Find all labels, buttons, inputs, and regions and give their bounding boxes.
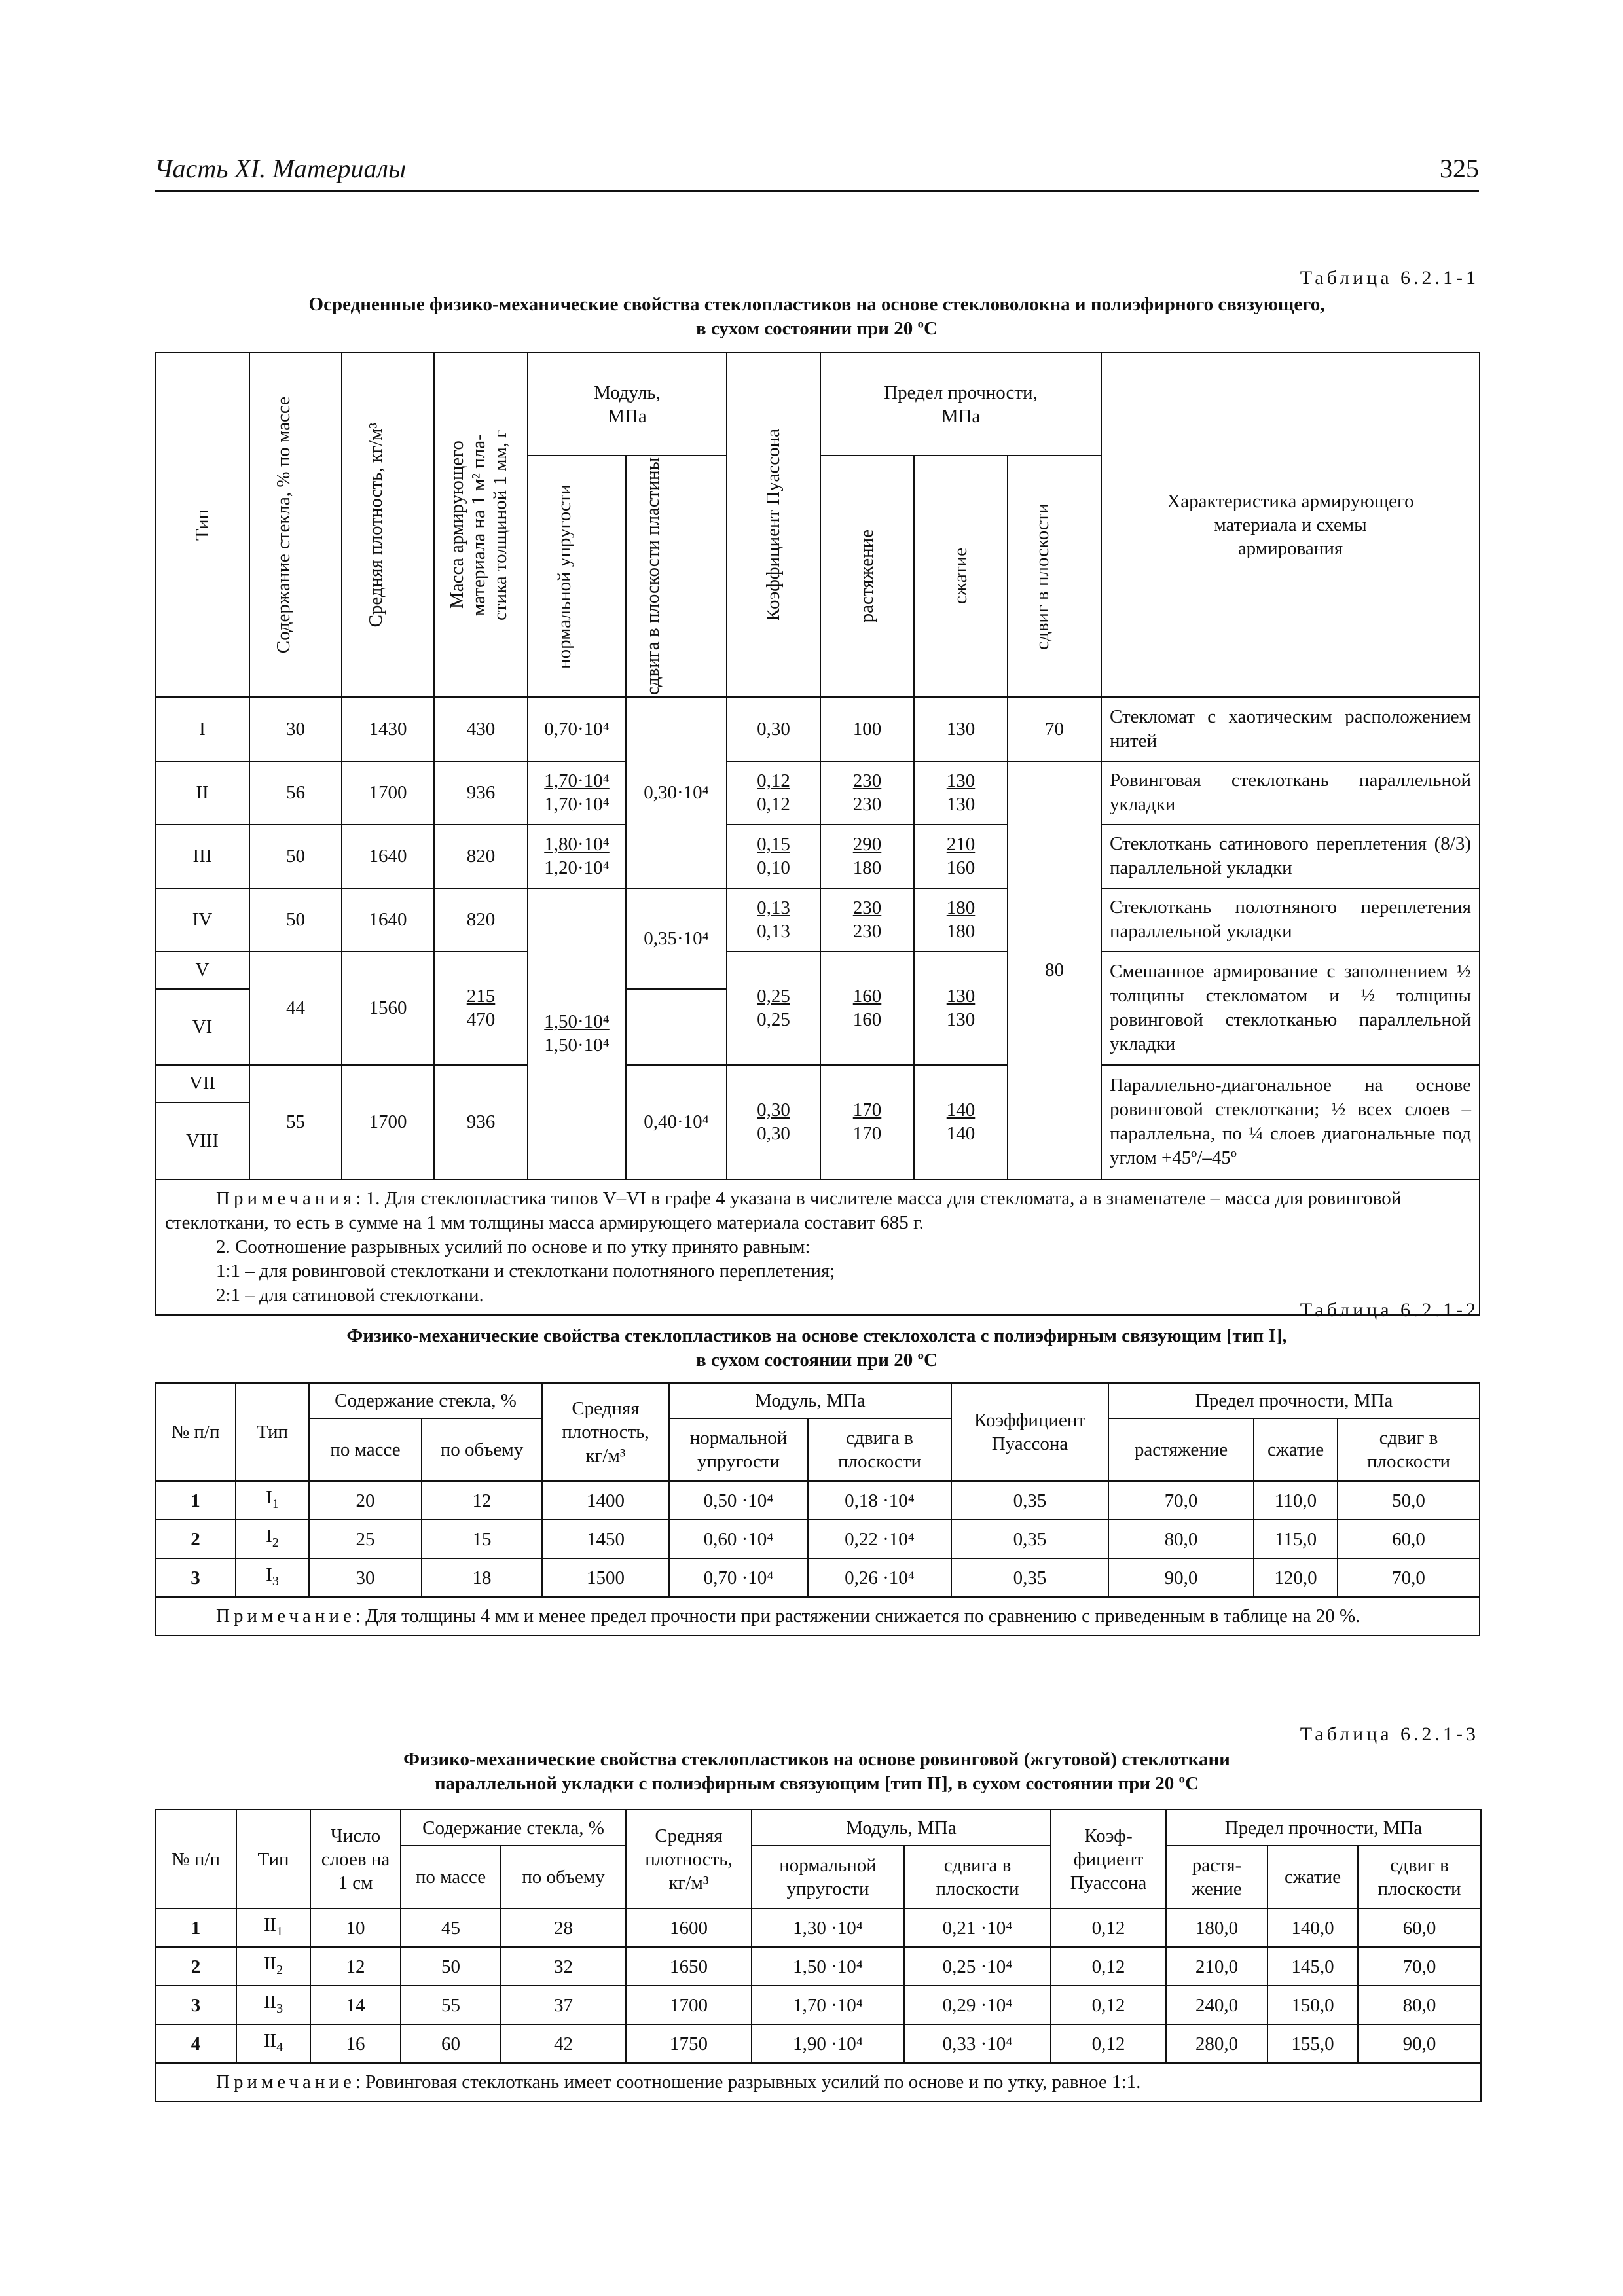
cell-mass: 430 xyxy=(434,697,528,761)
table2-label: Таблица 6.2.1-2 xyxy=(1300,1299,1479,1321)
note-2: 2. Соотношение разрывных усилий по основе и по утку принято равным: xyxy=(216,1236,811,1257)
cell-poisson: 0,30 xyxy=(727,697,820,761)
t1-head-shear: сдвиг в плоскости xyxy=(1008,456,1101,697)
cell-g: 0,29 ·10⁴ xyxy=(904,1986,1051,2024)
cell-mass: 50 xyxy=(401,1947,501,1986)
page-number: 325 xyxy=(1440,154,1479,183)
cell-tension: 210,0 xyxy=(1166,1947,1267,1986)
cell-compression: 210 160 xyxy=(914,825,1008,888)
cell-density: 1750 xyxy=(626,2024,752,2063)
cell-g: 0,21 ·10⁴ xyxy=(904,1909,1051,1947)
t1-head-glass: Содержание стекла, % по массе xyxy=(249,353,342,697)
t1-head-compression: сжатие xyxy=(914,456,1008,697)
cell-vol: 28 xyxy=(501,1909,626,1947)
cell-density: 1450 xyxy=(542,1520,669,1558)
cell-g: 0,22 ·10⁴ xyxy=(808,1520,951,1558)
cell-density: 1640 xyxy=(342,888,434,952)
t1-head-modulus: Модуль, МПа xyxy=(528,353,727,456)
cell-mass: 215 470 xyxy=(434,952,528,1065)
t1-head-mass: Масса армирующего материала на 1 м² пла-стика толщиной 1 мм, г xyxy=(434,353,528,697)
cell-poisson: 0,12 0,12 xyxy=(727,761,820,825)
t2-head-glass: Содержание стекла, % xyxy=(309,1383,542,1418)
table1-title-line2: в сухом состоянии при 20 ºС xyxy=(696,318,938,339)
table3-title-line2: параллельной укладки с полиэфирным связующим [тип II], в сухом состоянии при 20 ºС xyxy=(434,1773,1199,1794)
cell-desc: Стеклоткань полотняного переплетения параллельной укладки xyxy=(1101,888,1480,952)
section-title: Часть XI. Материалы xyxy=(155,154,407,183)
t2-head-modulus: Модуль, МПа xyxy=(669,1383,951,1418)
cell-mass: 30 xyxy=(309,1558,422,1597)
note-label: Примечание xyxy=(216,1605,356,1626)
cell-mass: 55 xyxy=(401,1986,501,2024)
table3-title-line1: Физико-механические свойства стеклопластиков на основе ровинговой (жгутовой) стеклоткани xyxy=(403,1749,1230,1770)
cell-tension: 90,0 xyxy=(1108,1558,1254,1597)
cell-mass: 820 xyxy=(434,825,528,888)
cell-desc: Стеклоткань сатинового переплетения (8/3) параллельной укладки xyxy=(1101,825,1480,888)
table2-title xyxy=(155,1324,1479,1372)
cell-num: 2 xyxy=(155,1520,236,1558)
cell-type: II xyxy=(155,761,249,825)
cell-mass: 25 xyxy=(309,1520,422,1558)
cell-num: 1 xyxy=(155,1909,236,1947)
cell-desc: Стекломат с хаотическим расположением нитей xyxy=(1101,697,1480,761)
t3-head-strength: Предел прочности, МПа xyxy=(1166,1810,1481,1846)
t3-head-by-mass: по массе xyxy=(401,1846,501,1909)
cell-density: 1600 xyxy=(626,1909,752,1947)
cell-shear: 70 xyxy=(1008,697,1101,761)
note-1: : 1. Для стеклопластика типов V–VI в графе 4 указана в числителе масса для стекломата, а в знаменателе – масса для ровинговой стеклоткани, то есть в сумме на 1 мм толщины масса армирующего материала составит 685 г. xyxy=(165,1187,1402,1233)
cell-e-normal: 1,50·10⁴ 1,50·10⁴ xyxy=(528,888,626,1179)
t3-head-shear: сдвига в плоскости xyxy=(904,1846,1051,1909)
cell-desc: Ровинговая стеклоткань параллельной укладки xyxy=(1101,761,1480,825)
cell-type: I xyxy=(155,697,249,761)
cell-nu: 0,12 xyxy=(1051,1947,1166,1986)
cell-vol: 37 xyxy=(501,1986,626,2024)
cell-mass: 936 xyxy=(434,761,528,825)
cell-type: $II_1$ xyxy=(236,1909,310,1947)
cell-compression: 140,0 xyxy=(1267,1909,1358,1947)
cell-desc: Параллельно-диагональное на основе ровинговой стеклоткани; ½ всех слоев – параллельна, по ¼ слоев диагональные под углом +45º/–45º xyxy=(1101,1065,1480,1179)
cell-poisson: 0,13 0,13 xyxy=(727,888,820,952)
cell-e-shear: 0,30·10⁴ xyxy=(626,697,727,888)
cell-compression: 180 180 xyxy=(914,888,1008,952)
t3-head-tension: растя-жение xyxy=(1166,1846,1267,1909)
t2-head-num: № п/п xyxy=(155,1383,236,1481)
cell-density: 1640 xyxy=(342,825,434,888)
table3-title xyxy=(155,1748,1479,1796)
cell-e: 0,50 ·10⁴ xyxy=(669,1481,808,1520)
cell-type: $II_3$ xyxy=(236,1986,310,2024)
table-row xyxy=(155,1947,1481,1986)
cell-compression: 140 140 xyxy=(914,1065,1008,1179)
t1-head-density: Средняя плотность, кг/м³ xyxy=(342,353,434,697)
cell-density: 1500 xyxy=(542,1558,669,1597)
cell-shear: 70,0 xyxy=(1338,1558,1480,1597)
table-row xyxy=(155,1558,1480,1597)
table1-title xyxy=(155,293,1479,341)
cell-compression: 130 130 xyxy=(914,761,1008,825)
t3-head-poisson: Коэф-фициент Пуассона xyxy=(1051,1810,1166,1909)
table-row xyxy=(155,2024,1481,2063)
cell-e-normal: 1,70·10⁴ 1,70·10⁴ xyxy=(528,761,626,825)
table-row xyxy=(155,1065,1480,1102)
cell-e-shear: 0,35·10⁴ xyxy=(626,888,727,989)
cell-num: 2 xyxy=(155,1947,236,1986)
t2-head-shear-plane: сдвиг в плоскости xyxy=(1338,1418,1480,1481)
cell-poisson: 0,30 0,30 xyxy=(727,1065,820,1179)
t2-head-tension: растяжение xyxy=(1108,1418,1254,1481)
t1-head-type: Тип xyxy=(155,353,249,697)
t2-head-density: Средняя плотность, кг/м³ xyxy=(542,1383,669,1481)
cell-shear: 70,0 xyxy=(1358,1947,1481,1986)
cell-shear: 80,0 xyxy=(1358,1986,1481,2024)
table3-notes xyxy=(155,2063,1481,2102)
note-4: 2:1 – для сатиновой стеклоткани. xyxy=(216,1284,484,1306)
cell-vol: 15 xyxy=(422,1520,542,1558)
cell-layers: 12 xyxy=(310,1947,401,1986)
table1 xyxy=(155,352,1480,1316)
cell-density: 1430 xyxy=(342,697,434,761)
t3-head-glass: Содержание стекла, % xyxy=(401,1810,626,1846)
cell-nu: 0,35 xyxy=(951,1481,1108,1520)
t3-head-compression: сжатие xyxy=(1267,1846,1358,1909)
cell-type: VIII xyxy=(155,1102,249,1179)
cell-type: VI xyxy=(155,989,249,1065)
cell-glass: 56 xyxy=(249,761,342,825)
cell-vol: 12 xyxy=(422,1481,542,1520)
cell-num: 3 xyxy=(155,1558,236,1597)
cell-mass: 45 xyxy=(401,1909,501,1947)
cell-tension: 160 160 xyxy=(820,952,914,1065)
cell-shear: 80 xyxy=(1008,761,1101,1179)
table-row xyxy=(155,1909,1481,1947)
cell-type: $I_3$ xyxy=(236,1558,309,1597)
cell-shear: 90,0 xyxy=(1358,2024,1481,2063)
cell-density: 1700 xyxy=(342,1065,434,1179)
table-row xyxy=(155,761,1480,825)
cell-e: 1,90 ·10⁴ xyxy=(752,2024,904,2063)
cell-type: $I_1$ xyxy=(236,1481,309,1520)
cell-type: III xyxy=(155,825,249,888)
cell-compression: 155,0 xyxy=(1267,2024,1358,2063)
cell-mass: 20 xyxy=(309,1481,422,1520)
cell-tension: 100 xyxy=(820,697,914,761)
table-row xyxy=(155,697,1480,761)
cell-density: 1700 xyxy=(626,1986,752,2024)
cell-e: 0,70 ·10⁴ xyxy=(669,1558,808,1597)
cell-tension: 280,0 xyxy=(1166,2024,1267,2063)
table1-label: Таблица 6.2.1-1 xyxy=(1300,267,1479,289)
t2-head-by-volume: по объему xyxy=(422,1418,542,1481)
cell-type: $II_2$ xyxy=(236,1947,310,1986)
cell-e: 1,30 ·10⁴ xyxy=(752,1909,904,1947)
note-label: Примечание xyxy=(216,2072,356,2092)
t3-head-type: Тип xyxy=(236,1810,310,1909)
t3-head-by-volume: по объему xyxy=(501,1846,626,1909)
t2-head-type: Тип xyxy=(236,1383,309,1481)
cell-compression: 150,0 xyxy=(1267,1986,1358,2024)
table1-notes xyxy=(155,1179,1480,1315)
header-rule xyxy=(155,190,1479,192)
cell-vol: 32 xyxy=(501,1947,626,1986)
cell-desc: Смешанное армирование с заполнением ½ толщины стекломатом и ½ толщины ровинговой стеклотканью параллельной укладки xyxy=(1101,952,1480,1065)
table-row xyxy=(155,825,1480,888)
cell-e: 1,70 ·10⁴ xyxy=(752,1986,904,2024)
cell-mass: 820 xyxy=(434,888,528,952)
t3-head-num: № п/п xyxy=(155,1810,236,1909)
cell-nu: 0,12 xyxy=(1051,2024,1166,2063)
table2 xyxy=(155,1382,1480,1636)
t3-head-density: Средняя плотность, кг/м³ xyxy=(626,1810,752,1909)
cell-num: 1 xyxy=(155,1481,236,1520)
cell-type: IV xyxy=(155,888,249,952)
cell-compression: 110,0 xyxy=(1254,1481,1338,1520)
table-row xyxy=(155,952,1480,989)
t1-head-tension: растяжение xyxy=(820,456,914,697)
cell-shear: 60,0 xyxy=(1338,1520,1480,1558)
table-row xyxy=(155,1481,1480,1520)
cell-compression: 145,0 xyxy=(1267,1947,1358,1986)
table1-title-line1: Осредненные физико-механические свойства стеклопластиков на основе стекловолокна и полиэфирного связующего, xyxy=(308,294,1325,315)
cell-compression: 120,0 xyxy=(1254,1558,1338,1597)
cell-layers: 16 xyxy=(310,2024,401,2063)
cell-poisson: 0,25 0,25 xyxy=(727,952,820,1065)
t1-head-characteristic: Характеристика армирующего материала и схемы армирования xyxy=(1101,353,1480,697)
t2-head-poisson: Коэффициент Пуассона xyxy=(951,1383,1108,1481)
cell-type: $II_4$ xyxy=(236,2024,310,2063)
cell-density: 1650 xyxy=(626,1947,752,1986)
cell-glass: 30 xyxy=(249,697,342,761)
cell-nu: 0,12 xyxy=(1051,1909,1166,1947)
table2-title-line1: Физико-механические свойства стеклопластиков на основе стеклохолста с полиэфирным связующим [тип I], xyxy=(346,1325,1287,1346)
cell-density: 1560 xyxy=(342,952,434,1065)
cell-e-normal: 1,80·10⁴ 1,20·10⁴ xyxy=(528,825,626,888)
t1-head-strength: Предел прочности, МПа xyxy=(820,353,1101,456)
t2-head-compression: сжатие xyxy=(1254,1418,1338,1481)
cell-g: 0,26 ·10⁴ xyxy=(808,1558,951,1597)
cell-density: 1700 xyxy=(342,761,434,825)
table-row xyxy=(155,888,1480,952)
t2-head-normal: нормальной упругости xyxy=(669,1418,808,1481)
cell-nu: 0,35 xyxy=(951,1520,1108,1558)
t2-head-strength: Предел прочности, МПа xyxy=(1108,1383,1480,1418)
cell-type: V xyxy=(155,952,249,989)
note-3: 1:1 – для ровинговой стеклоткани и стеклоткани полотняного переплетения; xyxy=(216,1260,835,1282)
table3 xyxy=(155,1809,1482,2102)
cell-g: 0,33 ·10⁴ xyxy=(904,2024,1051,2063)
t1-head-e-normal: нормальной упругости xyxy=(528,456,626,697)
t1-head-poisson: Коэффициент Пуассона xyxy=(727,353,820,697)
t3-head-shear-plane: сдвиг в плоскости xyxy=(1358,1846,1481,1909)
cell-e-shear: 0,40·10⁴ xyxy=(626,1065,727,1179)
t2-head-by-mass: по массе xyxy=(309,1418,422,1481)
t1-head-e-shear: сдвига в плоскости пластины xyxy=(626,456,727,697)
cell-type: $I_2$ xyxy=(236,1520,309,1558)
cell-layers: 10 xyxy=(310,1909,401,1947)
cell-glass: 50 xyxy=(249,888,342,952)
t3-head-modulus: Модуль, МПа xyxy=(752,1810,1051,1846)
cell-vol: 18 xyxy=(422,1558,542,1597)
cell-nu: 0,35 xyxy=(951,1558,1108,1597)
cell-g: 0,18 ·10⁴ xyxy=(808,1481,951,1520)
cell-tension: 290 180 xyxy=(820,825,914,888)
cell-compression: 130 xyxy=(914,697,1008,761)
cell-compression: 115,0 xyxy=(1254,1520,1338,1558)
cell-density: 1400 xyxy=(542,1481,669,1520)
cell-tension: 170 170 xyxy=(820,1065,914,1179)
cell-glass: 50 xyxy=(249,825,342,888)
cell-e-normal: 0,70·10⁴ xyxy=(528,697,626,761)
table-row xyxy=(155,1520,1480,1558)
cell-e: 1,50 ·10⁴ xyxy=(752,1947,904,1986)
cell-num: 3 xyxy=(155,1986,236,2024)
cell-tension: 70,0 xyxy=(1108,1481,1254,1520)
cell-g: 0,25 ·10⁴ xyxy=(904,1947,1051,1986)
cell-tension: 180,0 xyxy=(1166,1909,1267,1947)
table2-title-line2: в сухом состоянии при 20 ºС xyxy=(696,1350,938,1371)
cell-shear: 60,0 xyxy=(1358,1909,1481,1947)
cell-tension: 230 230 xyxy=(820,888,914,952)
cell-tension: 80,0 xyxy=(1108,1520,1254,1558)
table2-notes xyxy=(155,1597,1480,1636)
cell-mass: 60 xyxy=(401,2024,501,2063)
t3-head-layers: Число слоев на 1 см xyxy=(310,1810,401,1909)
notes-label: Примечания xyxy=(216,1187,356,1209)
cell-mass: 936 xyxy=(434,1065,528,1179)
cell-tension: 230 230 xyxy=(820,761,914,825)
t2-head-shear: сдвига в плоскости xyxy=(808,1418,951,1481)
t3-head-normal: нормальной упругости xyxy=(752,1846,904,1909)
cell-e: 0,60 ·10⁴ xyxy=(669,1520,808,1558)
note-text: : Ровинговая стеклоткань имеет соотношение разрывных усилий по основе и по утку, равное 1:1. xyxy=(355,2072,1141,2092)
cell-tension: 240,0 xyxy=(1166,1986,1267,2024)
cell-poisson: 0,15 0,10 xyxy=(727,825,820,888)
note-text: : Для толщины 4 мм и менее предел прочности при растяжении снижается по сравнению с приведенным в таблице на 20 %. xyxy=(355,1605,1360,1626)
cell-compression: 130 130 xyxy=(914,952,1008,1065)
cell-shear: 50,0 xyxy=(1338,1481,1480,1520)
cell-vol: 42 xyxy=(501,2024,626,2063)
cell-layers: 14 xyxy=(310,1986,401,2024)
cell-type: VII xyxy=(155,1065,249,1102)
cell-glass: 44 xyxy=(249,952,342,1065)
cell-num: 4 xyxy=(155,2024,236,2063)
cell-glass: 55 xyxy=(249,1065,342,1179)
table-row xyxy=(155,1986,1481,2024)
table3-label: Таблица 6.2.1-3 xyxy=(1300,1723,1479,1745)
cell-nu: 0,12 xyxy=(1051,1986,1166,2024)
